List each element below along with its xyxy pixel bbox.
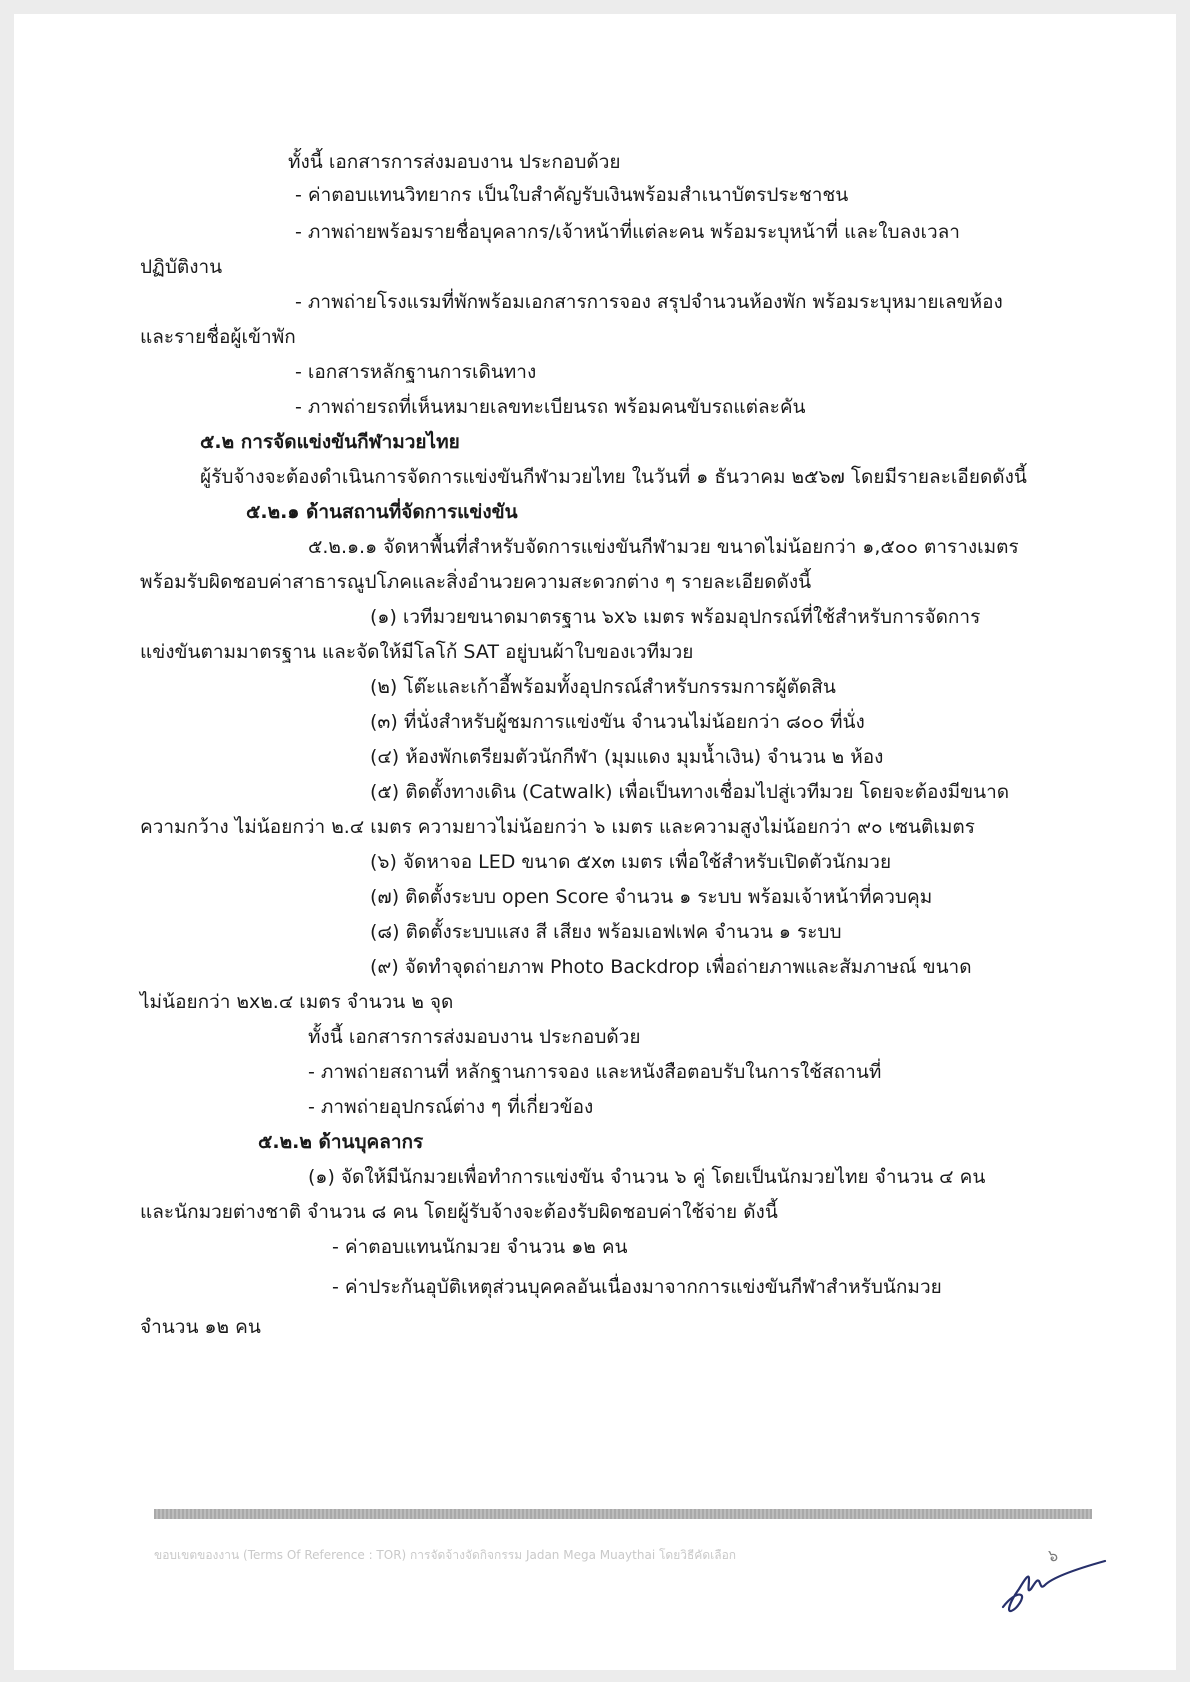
document-page xyxy=(14,14,1176,1670)
footer-text: ขอบเขตของงาน (Terms Of Reference : TOR) การจัดจ้างจัดกิจกรรม Jadan Mega Muaythai โดยวิธีคัดเลือก xyxy=(154,1548,737,1562)
numbered-item: (๑) จัดให้มีนักมวยเพื่อทำการแข่งขัน จำนวน ๖ คู่ โดยเป็นนักมวยไทย จำนวน ๔ คน xyxy=(308,1166,986,1188)
list-item: - เอกสารหลักฐานการเดินทาง xyxy=(295,361,537,383)
numbered-item: (๒) โต๊ะและเก้าอี้พร้อมทั้งอุปกรณ์สำหรับกรรมการผู้ตัดสิน xyxy=(370,676,836,698)
numbered-item: (๘) ติดตั้งระบบแสง สี เสียง พร้อมเอฟเฟค จำนวน ๑ ระบบ xyxy=(370,921,842,943)
subsection-heading-5-2-1: ๕.๒.๑ ด้านสถานที่จัดการแข่งขัน xyxy=(246,501,518,523)
paragraph: ผู้รับจ้างจะต้องดำเนินการจัดการแข่งขันกีฬามวยไทย ในวันที่ ๑ ธันวาคม ๒๕๖๗ โดยมีรายละเอียดดังนี้ xyxy=(200,466,1027,488)
paragraph-continuation: พร้อมรับผิดชอบค่าสาธารณูปโภคและสิ่งอำนวยความสะดวกต่าง ๆ รายละเอียดดังนี้ xyxy=(140,571,812,593)
list-item: - ค่าตอบแทนนักมวย จำนวน ๑๒ คน xyxy=(332,1236,628,1258)
list-item: - ค่าตอบแทนวิทยากร เป็นใบสำคัญรับเงินพร้อมสำเนาบัตรประชาชน xyxy=(295,184,849,206)
list-item: - ภาพถ่ายโรงแรมที่พักพร้อมเอกสารการจอง สรุปจำนวนห้องพัก พร้อมระบุหมายเลขห้อง xyxy=(295,291,1003,313)
numbered-item: (๙) จัดทำจุดถ่ายภาพ Photo Backdrop เพื่อถ่ายภาพและสัมภาษณ์ ขนาด xyxy=(370,956,972,978)
numbered-item: (๗) ติดตั้งระบบ open Score จำนวน ๑ ระบบ พร้อมเจ้าหน้าที่ควบคุม xyxy=(370,886,933,908)
signature-icon xyxy=(999,1546,1109,1615)
list-item-continuation: และรายชื่อผู้เข้าพัก xyxy=(140,326,296,348)
section-heading-5-2: ๕.๒ การจัดแข่งขันกีฬามวยไทย xyxy=(200,431,460,453)
numbered-item: (๕) ติดตั้งทางเดิน (Catwalk) เพื่อเป็นทางเชื่อมไปสู่เวทีมวย โดยจะต้องมีขนาด xyxy=(370,781,1010,803)
list-item: - ภาพถ่ายสถานที่ หลักฐานการจอง และหนังสือตอบรับในการใช้สถานที่ xyxy=(308,1061,882,1083)
list-item: - ค่าประกันอุบัติเหตุส่วนบุคคลอันเนื่องมาจากการแข่งขันกีฬาสำหรับนักมวย xyxy=(332,1276,942,1298)
numbered-item: (๔) ห้องพักเตรียมตัวนักกีฬา (มุมแดง มุมน้ำเงิน) จำนวน ๒ ห้อง xyxy=(370,746,884,768)
delivery-docs-intro: ทั้งนี้ เอกสารการส่งมอบงาน ประกอบด้วย xyxy=(288,151,621,173)
numbered-item-continuation: ความกว้าง ไม่น้อยกว่า ๒.๔ เมตร ความยาวไม่น้อยกว่า ๖ เมตร และความสูงไม่น้อยกว่า ๙๐ เซนติเมตร xyxy=(140,816,975,838)
list-item: - ภาพถ่ายพร้อมรายชื่อบุคลากร/เจ้าหน้าที่แต่ละคน พร้อมระบุหน้าที่ และใบลงเวลา xyxy=(295,221,960,243)
list-item: - ภาพถ่ายรถที่เห็นหมายเลขทะเบียนรถ พร้อมคนขับรถแต่ละคัน xyxy=(295,396,806,418)
page-number: ๖ xyxy=(1048,1546,1059,1565)
delivery-docs-intro: ทั้งนี้ เอกสารการส่งมอบงาน ประกอบด้วย xyxy=(308,1026,641,1048)
numbered-item-continuation: แข่งขันตามมาตรฐาน และจัดให้มีโลโก้ SAT อยู่บนผ้าใบของเวทีมวย xyxy=(140,641,694,663)
subsection-heading-5-2-2: ๕.๒.๒ ด้านบุคลากร xyxy=(258,1131,424,1153)
numbered-item-continuation: ไม่น้อยกว่า ๒x๒.๔ เมตร จำนวน ๒ จุด xyxy=(140,991,454,1013)
numbered-item: (๓) ที่นั่งสำหรับผู้ชมการแข่งขัน จำนวนไม่น้อยกว่า ๘๐๐ ที่นั่ง xyxy=(370,711,865,733)
numbered-item: (๑) เวทีมวยขนาดมาตรฐาน ๖x๖ เมตร พร้อมอุปกรณ์ที่ใช้สำหรับการจัดการ xyxy=(370,606,981,628)
list-item-continuation: ปฏิบัติงาน xyxy=(140,256,223,278)
footer-rule xyxy=(154,1509,1092,1519)
list-item: - ภาพถ่ายอุปกรณ์ต่าง ๆ ที่เกี่ยวข้อง xyxy=(308,1096,594,1118)
numbered-item: (๖) จัดหาจอ LED ขนาด ๕x๓ เมตร เพื่อใช้สำหรับเปิดตัวนักมวย xyxy=(370,851,892,873)
paragraph: ๕.๒.๑.๑ จัดหาพื้นที่สำหรับจัดการแข่งขันกีฬามวย ขนาดไม่น้อยกว่า ๑,๕๐๐ ตารางเมตร xyxy=(308,536,1019,558)
list-item-continuation: จำนวน ๑๒ คน xyxy=(140,1316,261,1338)
numbered-item-continuation: และนักมวยต่างชาติ จำนวน ๘ คน โดยผู้รับจ้างจะต้องรับผิดชอบค่าใช้จ่าย ดังนี้ xyxy=(140,1201,778,1223)
